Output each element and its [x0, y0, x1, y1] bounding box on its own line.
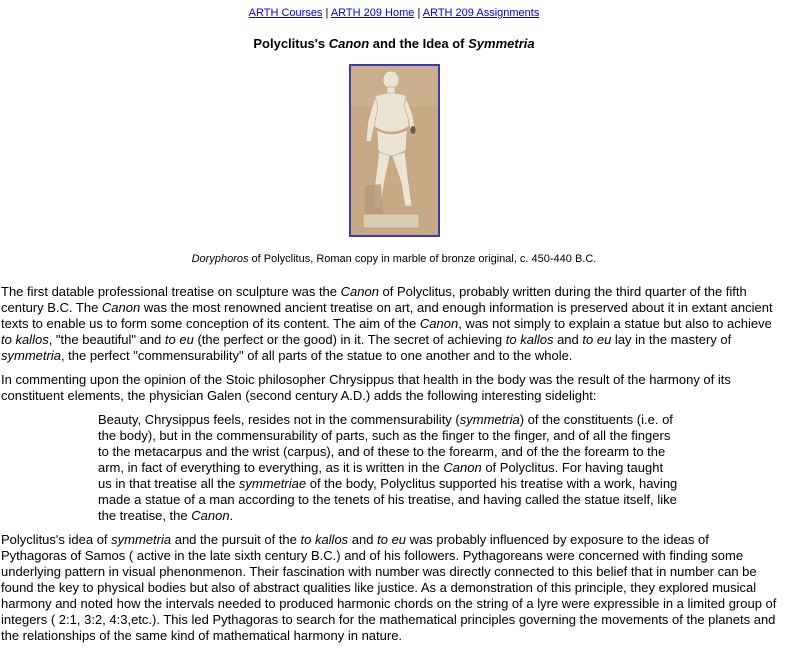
nav-link-arth-courses[interactable]: ARTH Courses — [248, 7, 323, 19]
text: , "the beautiful" and — [48, 332, 165, 347]
text: Polyclitus's idea of — [1, 532, 112, 547]
text: (the perfect or the good) in it. The secret of achieving — [193, 332, 506, 347]
emphasis: Canon — [101, 300, 141, 315]
text: , was not simply to explain a statue but also to achieve — [458, 316, 772, 331]
text: . — [229, 508, 234, 523]
emphasis: to eu — [582, 332, 612, 347]
emphasis: Canon — [443, 460, 482, 475]
text: of Polyclitus, probably written during the third quarter of the fifth century B.C. The — [1, 284, 747, 315]
emphasis: to eu — [377, 532, 407, 547]
text: and — [553, 332, 583, 347]
title-emphasis-canon: Canon — [328, 36, 370, 51]
page-title — [0, 36, 788, 52]
paragraph-1 — [1, 284, 778, 364]
nav-link-arth-209-home[interactable]: ARTH 209 Home — [330, 7, 415, 19]
text: , the perfect "commensurability" of all parts of the statue to one another and to the whole. — [60, 348, 573, 363]
figure-caption — [0, 252, 788, 266]
emphasis: Canon — [419, 316, 459, 331]
text: lay in the mastery of — [611, 332, 732, 347]
title-text: and the Idea of — [369, 36, 469, 51]
text: Beauty, Chrysippus feels, resides not in the commensurability ( — [98, 412, 460, 427]
emphasis: symmetria — [111, 532, 172, 547]
text: ) of the constituents (i.e. of the body), but in the commensurability of parts, such as the finger to the finger, and of all the fingers to the metacarpus and the wrist (carpus), and of these to the forearm, and of the the forearm to the arm, in fact of everything to everything, as it is written in the — [98, 412, 673, 475]
caption-text: of Polyclitus, Roman copy in marble of bronze original, c. 450-440 B.C. — [248, 253, 597, 265]
galen-quotation — [98, 412, 678, 524]
text: was the most renowned ancient treatise on art, and enough information is preserved about it in extant ancient texts to enable us to form some conception of its content. The aim of the — [1, 300, 773, 331]
emphasis: to kallos — [505, 332, 554, 347]
paragraph-3 — [1, 532, 778, 644]
nav-separator: | — [417, 7, 421, 19]
nav-link-arth-209-assignments[interactable]: ARTH 209 Assignments — [422, 7, 540, 19]
text: was probably influenced by exposure to the ideas of Pythagoras of Samos ( active in the late sixth century B.C.) and of his followers. Pythagoreans were concerned with finding some underlying pattern in visual phenonmenon. Their fascination with number was directly connected to this belief that in number can be found the key to physical bodies but also of abstract qualities like justice. As a demonstration of this principle, they explored musical harmony and noted how the intervals needed to produced harmonic chords on the string of a lyre were expressible in a limited group of integers ( 2:1, 3:2, 4:3,etc.). This led Pythagoras to search for the mathematical principles governing the movements of the planets and the relationships of the — [1, 532, 777, 643]
text: and the pursuit of the — [171, 532, 301, 547]
paragraph-2: In commenting upon the opinion of the Stoic philosopher Chrysippus that health in the body was the result of the harmony of its constituent elements, the physician Galen (second century A.D.) adds the following interesting sidelight: — [1, 372, 731, 403]
emphasis: symmetria — [1, 348, 61, 363]
emphasis: to kallos — [300, 532, 349, 547]
text: and — [348, 532, 378, 547]
text: same kind of mathematical harmony in nature. — [135, 628, 403, 643]
nav-separator: | — [325, 7, 329, 19]
emphasis: symmetriae — [238, 476, 307, 491]
statue-figure — [0, 64, 788, 241]
doryphoros-image — [349, 64, 440, 237]
title-text: Polyclitus's — [253, 36, 329, 51]
emphasis: symmetria — [459, 412, 520, 427]
emphasis: Canon — [340, 284, 379, 299]
title-emphasis-symmetria: Symmetria — [468, 36, 535, 51]
text: of Polyclitus. For having taught us in that treatise all the — [98, 460, 664, 491]
article-body — [1, 284, 778, 652]
emphasis: Canon — [191, 508, 230, 523]
caption-title: Doryphoros — [191, 253, 249, 265]
statue-illustration — [351, 66, 438, 235]
text: The first datable professional treatise on sculpture was the — [1, 284, 341, 299]
text: of the body, Polyclitus supported his treatise with a work, having made a statue of a man according to the tenets of his treatise, and having called the statue itself, like the treatise, the — [98, 476, 678, 523]
top-navigation — [0, 0, 788, 22]
emphasis: to kallos — [1, 332, 49, 347]
emphasis: to eu — [164, 332, 194, 347]
